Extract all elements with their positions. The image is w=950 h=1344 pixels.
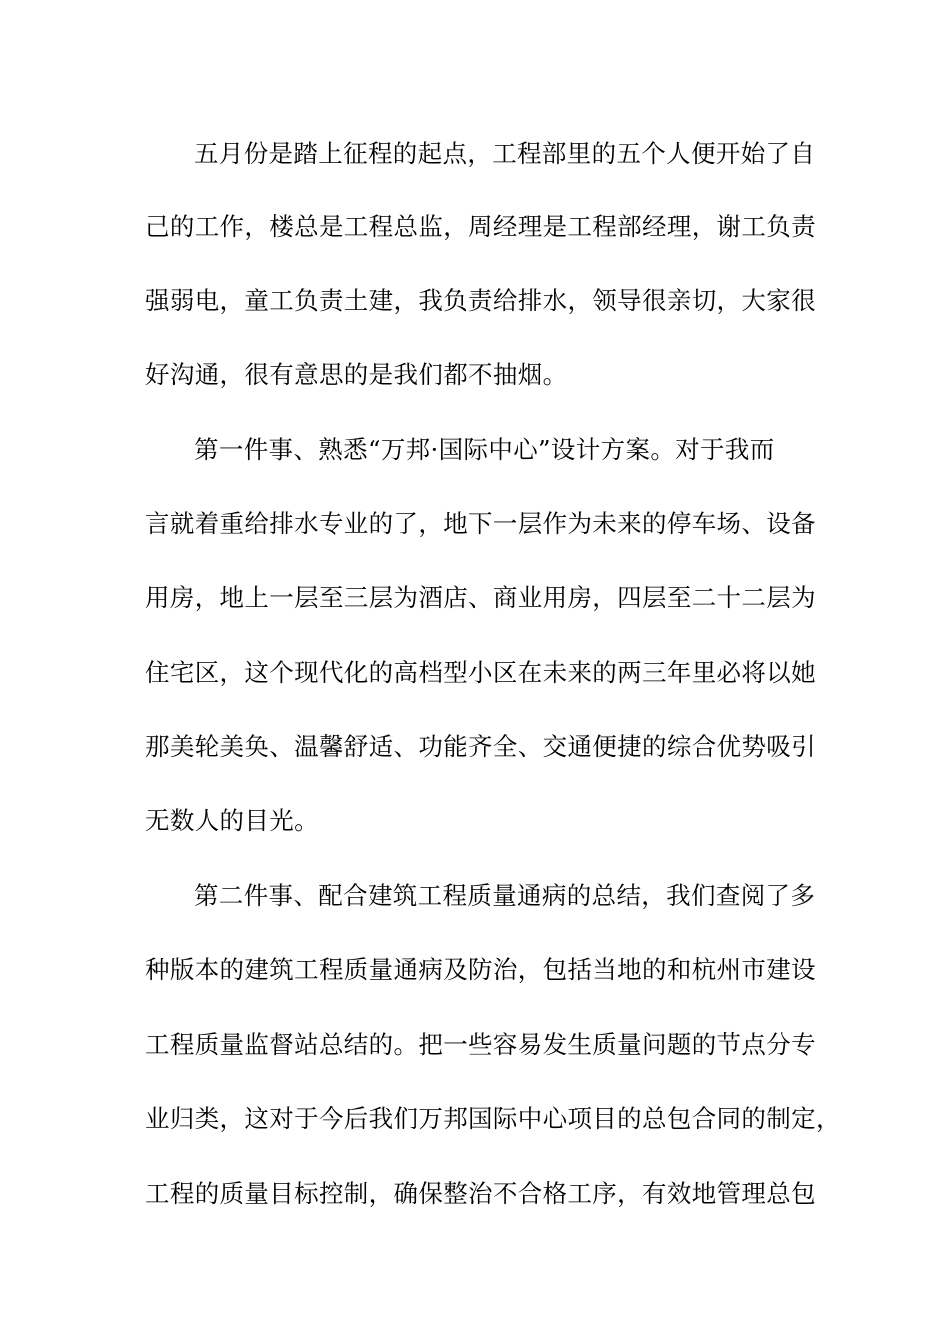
paragraph-1-line-2: 己的工作，楼总是工程总监，周经理是工程部经理，谢工负责 bbox=[145, 212, 816, 241]
paragraph-1-line-3: 强弱电，童工负责土建，我负责给排水，领导很亲切，大家很 bbox=[145, 286, 816, 315]
paragraph-2-line-5: 那美轮美奂、温馨舒适、功能齐全、交通便捷的综合优势吸引 bbox=[145, 732, 816, 761]
paragraph-2-line-1: 第一件事、熟悉“万邦·国际中心”设计方案。对于我而 bbox=[194, 435, 775, 464]
paragraph-1-line-1: 五月份是踏上征程的起点，工程部里的五个人便开始了自 bbox=[194, 139, 816, 168]
paragraph-3-line-2: 种版本的建筑工程质量通病及防治，包括当地的和杭州市建设 bbox=[145, 955, 816, 984]
paragraph-2-line-3: 用房，地上一层至三层为酒店、商业用房，四层至二十二层为 bbox=[145, 583, 816, 612]
paragraph-3-line-4: 业归类，这对于今后我们万邦国际中心项目的总包合同的制定， bbox=[145, 1104, 841, 1133]
paragraph-3-line-5: 工程的质量目标控制，确保整治不合格工序，有效地管理总包 bbox=[145, 1179, 816, 1208]
paragraph-3-line-3: 工程质量监督站总结的。把一些容易发生质量问题的节点分专 bbox=[145, 1030, 816, 1059]
paragraph-1-line-4: 好沟通，很有意思的是我们都不抽烟。 bbox=[145, 360, 568, 389]
paragraph-2-line-4: 住宅区，这个现代化的高档型小区在未来的两三年里必将以她 bbox=[145, 658, 816, 687]
paragraph-2-line-2: 言就着重给排水专业的了，地下一层作为未来的停车场、设备 bbox=[145, 509, 816, 538]
paragraph-2-line-6: 无数人的目光。 bbox=[145, 806, 319, 835]
paragraph-3-line-1: 第二件事、配合建筑工程质量通病的总结，我们查阅了多 bbox=[194, 881, 816, 910]
